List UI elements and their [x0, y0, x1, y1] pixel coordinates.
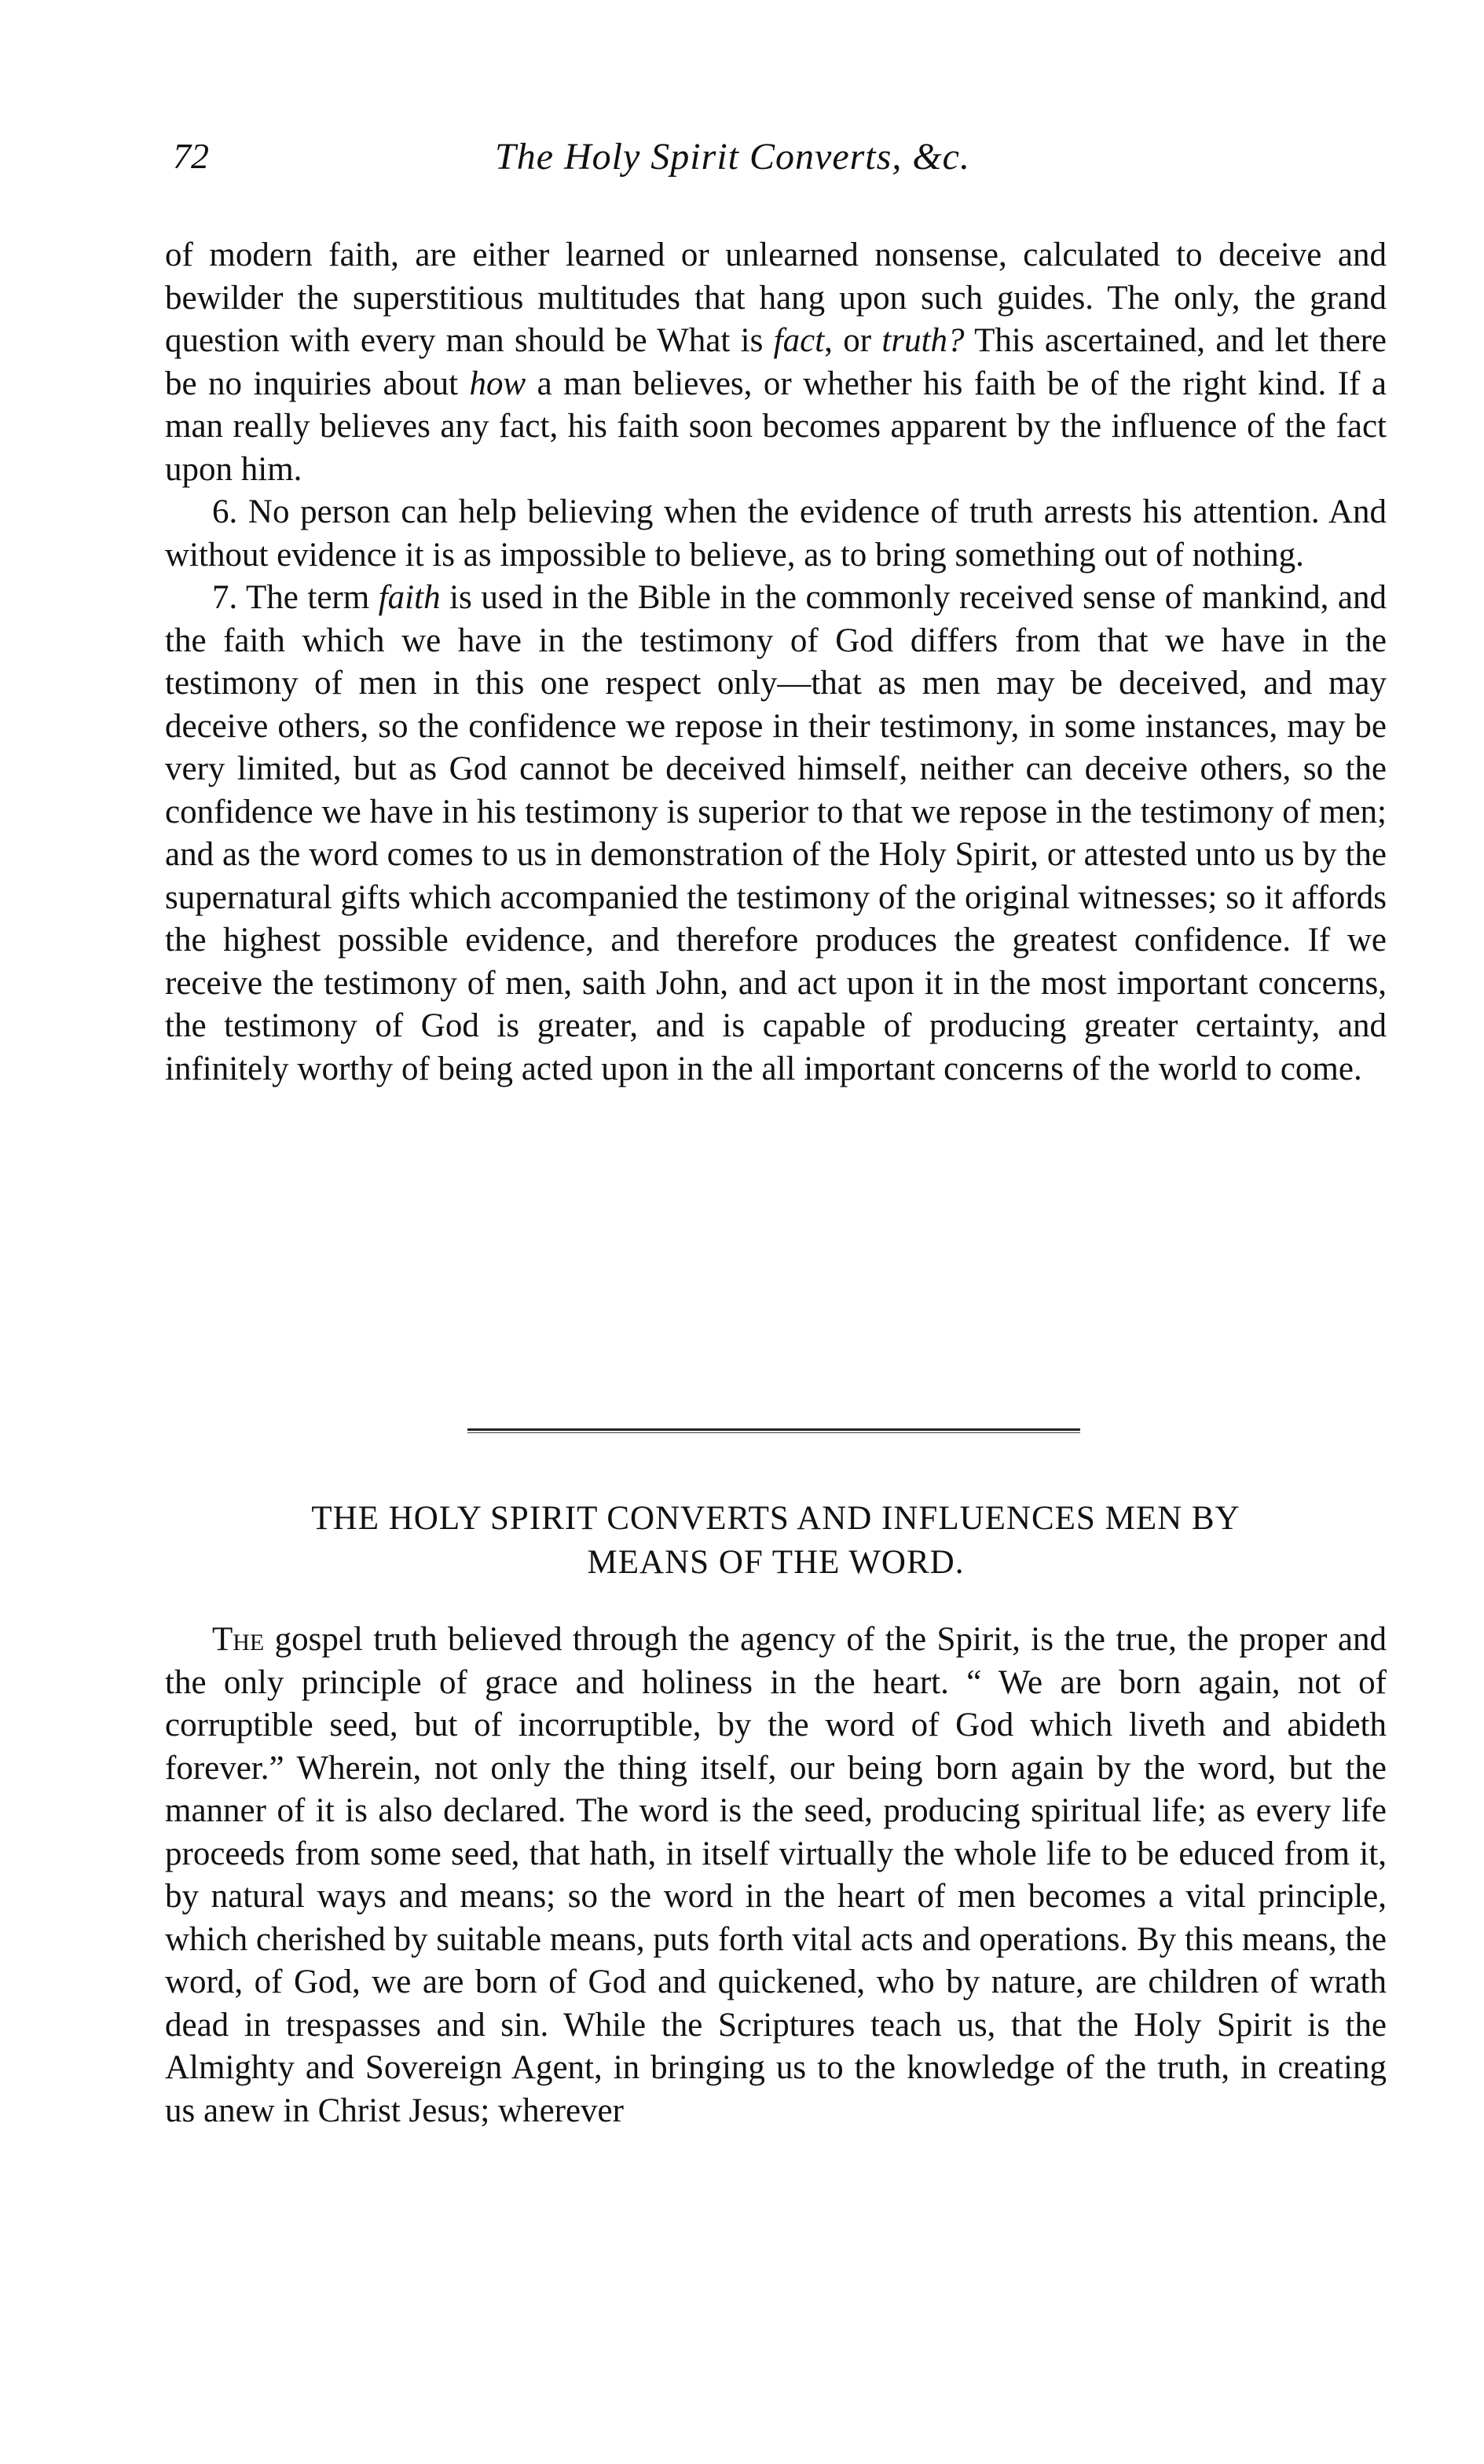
paragraph-continuation [165, 234, 1387, 491]
section-divider [467, 1428, 1080, 1433]
page-number: 72 [173, 136, 209, 176]
opening-word: The [212, 1621, 265, 1658]
running-head: The Holy Spirit Converts, &c. [495, 136, 970, 178]
italic-faith: faith [378, 579, 441, 616]
section-heading [165, 1497, 1387, 1585]
page-header [165, 135, 1391, 198]
text-run: This ascertained, and let there be no inquiries about [165, 322, 1387, 402]
paragraph-gospel-truth [165, 1619, 1387, 2132]
text-run: 7. The term [212, 579, 379, 616]
text-run: a man believes, or whether his faith be of the right kind. If a man really believes any fact, his faith soon becomes apparent by the influence of the fact upon him. [165, 365, 1387, 488]
text-run: , or [824, 322, 882, 359]
text-run: is used in the Bible in the commonly received sense of mankind, and the faith which we have in the testimony of God differs from that we have in the testimony of men in this one respect only—that as men may be deceived, and may deceive others, so the confidence we repose in their testimony, in some instances, may be very limited, but as God cannot be deceived himself, neither can deceive others, so the confidence we have in his testimony is superior to that we repose in the testimony of men; and as the word comes to us in demonstration of the Holy Spirit, or attested unto us by the supernatural gifts which accompanied the testimony of the original witnesses; so it affords the highest possible evidence, and therefore produces the greatest confidence. If we receive the testimony of men, saith John, and act upon it in the most important concerns, the testimony of God is greater, and is capable of producing greater certainty, and infinitely worthy of being acted upon in the all important concerns of the world to come. [165, 579, 1387, 1087]
heading-line-2: MEANS OF THE WORD. [587, 1544, 965, 1581]
text-run: gospel truth believed through the agency of the Spirit, is the true, the proper and the only principle of grace and holiness in the heart. “ We are born again, not of corruptible seed, but of incorruptible, by the word of God which liveth and abideth forever.” Wherein, not only the thing itself, our being born again by the word, but the manner of it is also declared. The word is the seed, producing spiritual life; as every life proceeds from some seed, that hath, in itself virtually the whole life to be educed from it, by natural ways and means; so the word in the heart of men becomes a vital principle, which cherished by suitable means, puts forth vital acts and operations. By this means, the word, of God, we are born of God and quickened, who by nature, are children of wrath dead in trespasses and sin. While the Scriptures teach us, that the Holy Spirit is the Almighty and Sovereign Agent, in bringing us to the knowledge of the truth, in creating us anew in Christ Jesus; wherever [165, 1621, 1387, 2129]
section-1-body [165, 234, 1387, 1091]
italic-how: how [469, 365, 526, 402]
paragraph-6: 6. No person can help believing when the evidence of truth arrests his attention. And without evidence it is as impossible to believe, as to bring something out of nothing. [165, 493, 1387, 574]
section-2-body [165, 1619, 1387, 2132]
paragraph-7 [165, 577, 1387, 1091]
italic-truth: truth? [881, 322, 965, 359]
heading-line-1: THE HOLY SPIRIT CONVERTS AND INFLUENCES MEN BY [311, 1500, 1240, 1537]
italic-fact: fact [773, 322, 825, 359]
text-run: of modern faith, are either learned or unlearned nonsense, calculated to deceive and bewilder the superstitious multitudes that hang upon such guides. The only, the grand question with every man should be What is [165, 236, 1387, 359]
